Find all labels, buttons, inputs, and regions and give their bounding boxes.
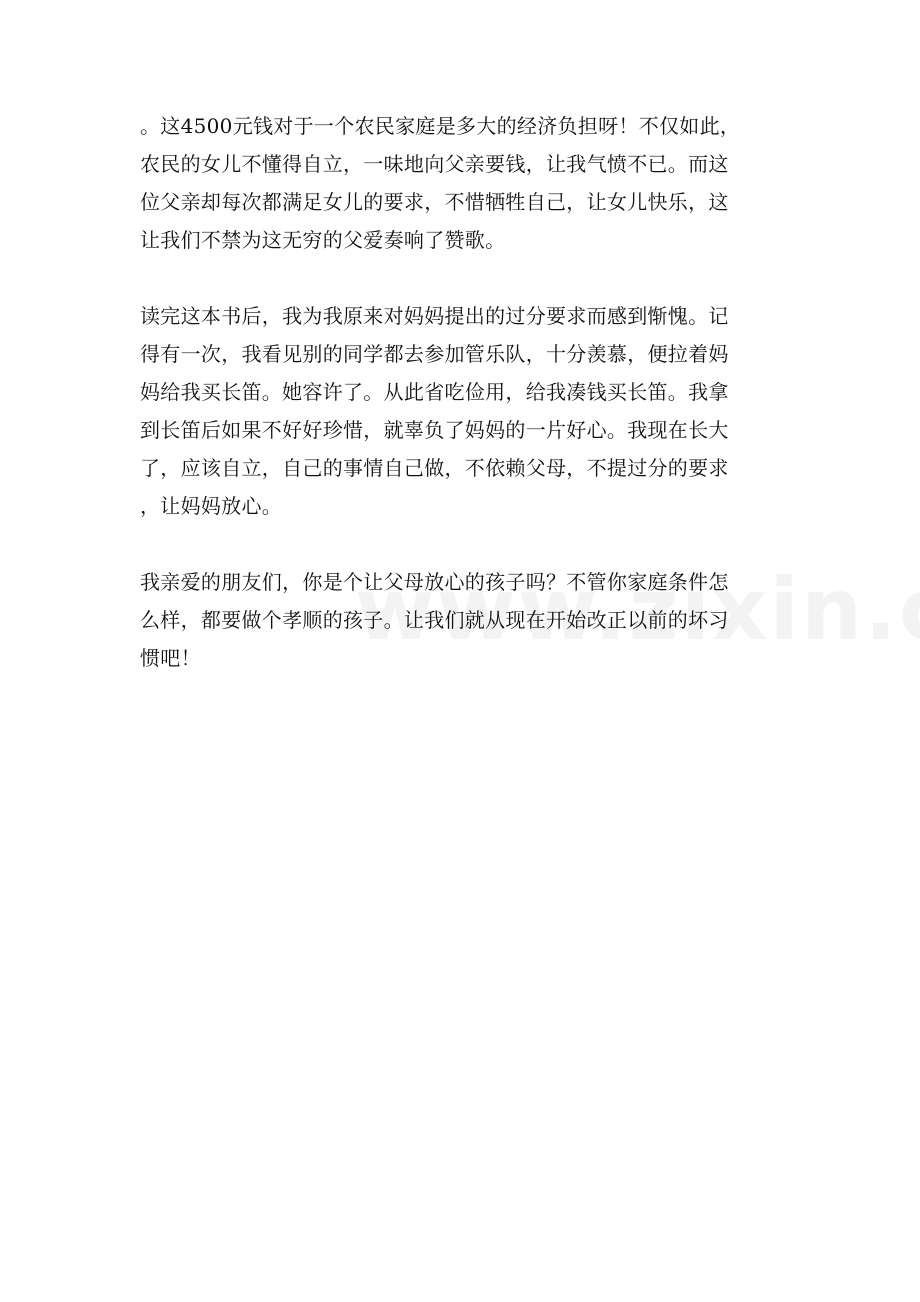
paragraph-2: 读完这本书后，我为我原来对妈妈提出的过分要求而感到惭愧。记 得有一次，我看见别的同学都去参加管乐队，十分羡慕，便拉着妈 妈给我买长笛。她容许了。从此省吃俭用，给我凑钱买长笛。我拿 到长笛后如果不好好珍惜，就辜负了妈妈的一片好心。我现在长大 了，应该自立，自己的事情自己做，不依赖父母，不提过分的要求 ，让妈妈放心。: [140, 304, 729, 518]
paragraph-1: 。这4500元钱对于一个农民家庭是多大的经济负担呀！不仅如此， 农民的女儿不懂得自立，一味地向父亲要钱，让我气愤不已。而这 位父亲却每次都满足女儿的要求，不惜牺牲自己，让女儿快乐，这 让我们不禁为这无穷的父爱奏响了赞歌。: [140, 114, 741, 252]
document-body: [140, 107, 780, 677]
paragraph-3: 我亲爱的朋友们，你是个让父母放心的孩子吗？不管你家庭条件怎 么样，都要做个孝顺的孩子。让我们就从现在开始改正以前的坏习 惯吧！: [140, 570, 729, 670]
